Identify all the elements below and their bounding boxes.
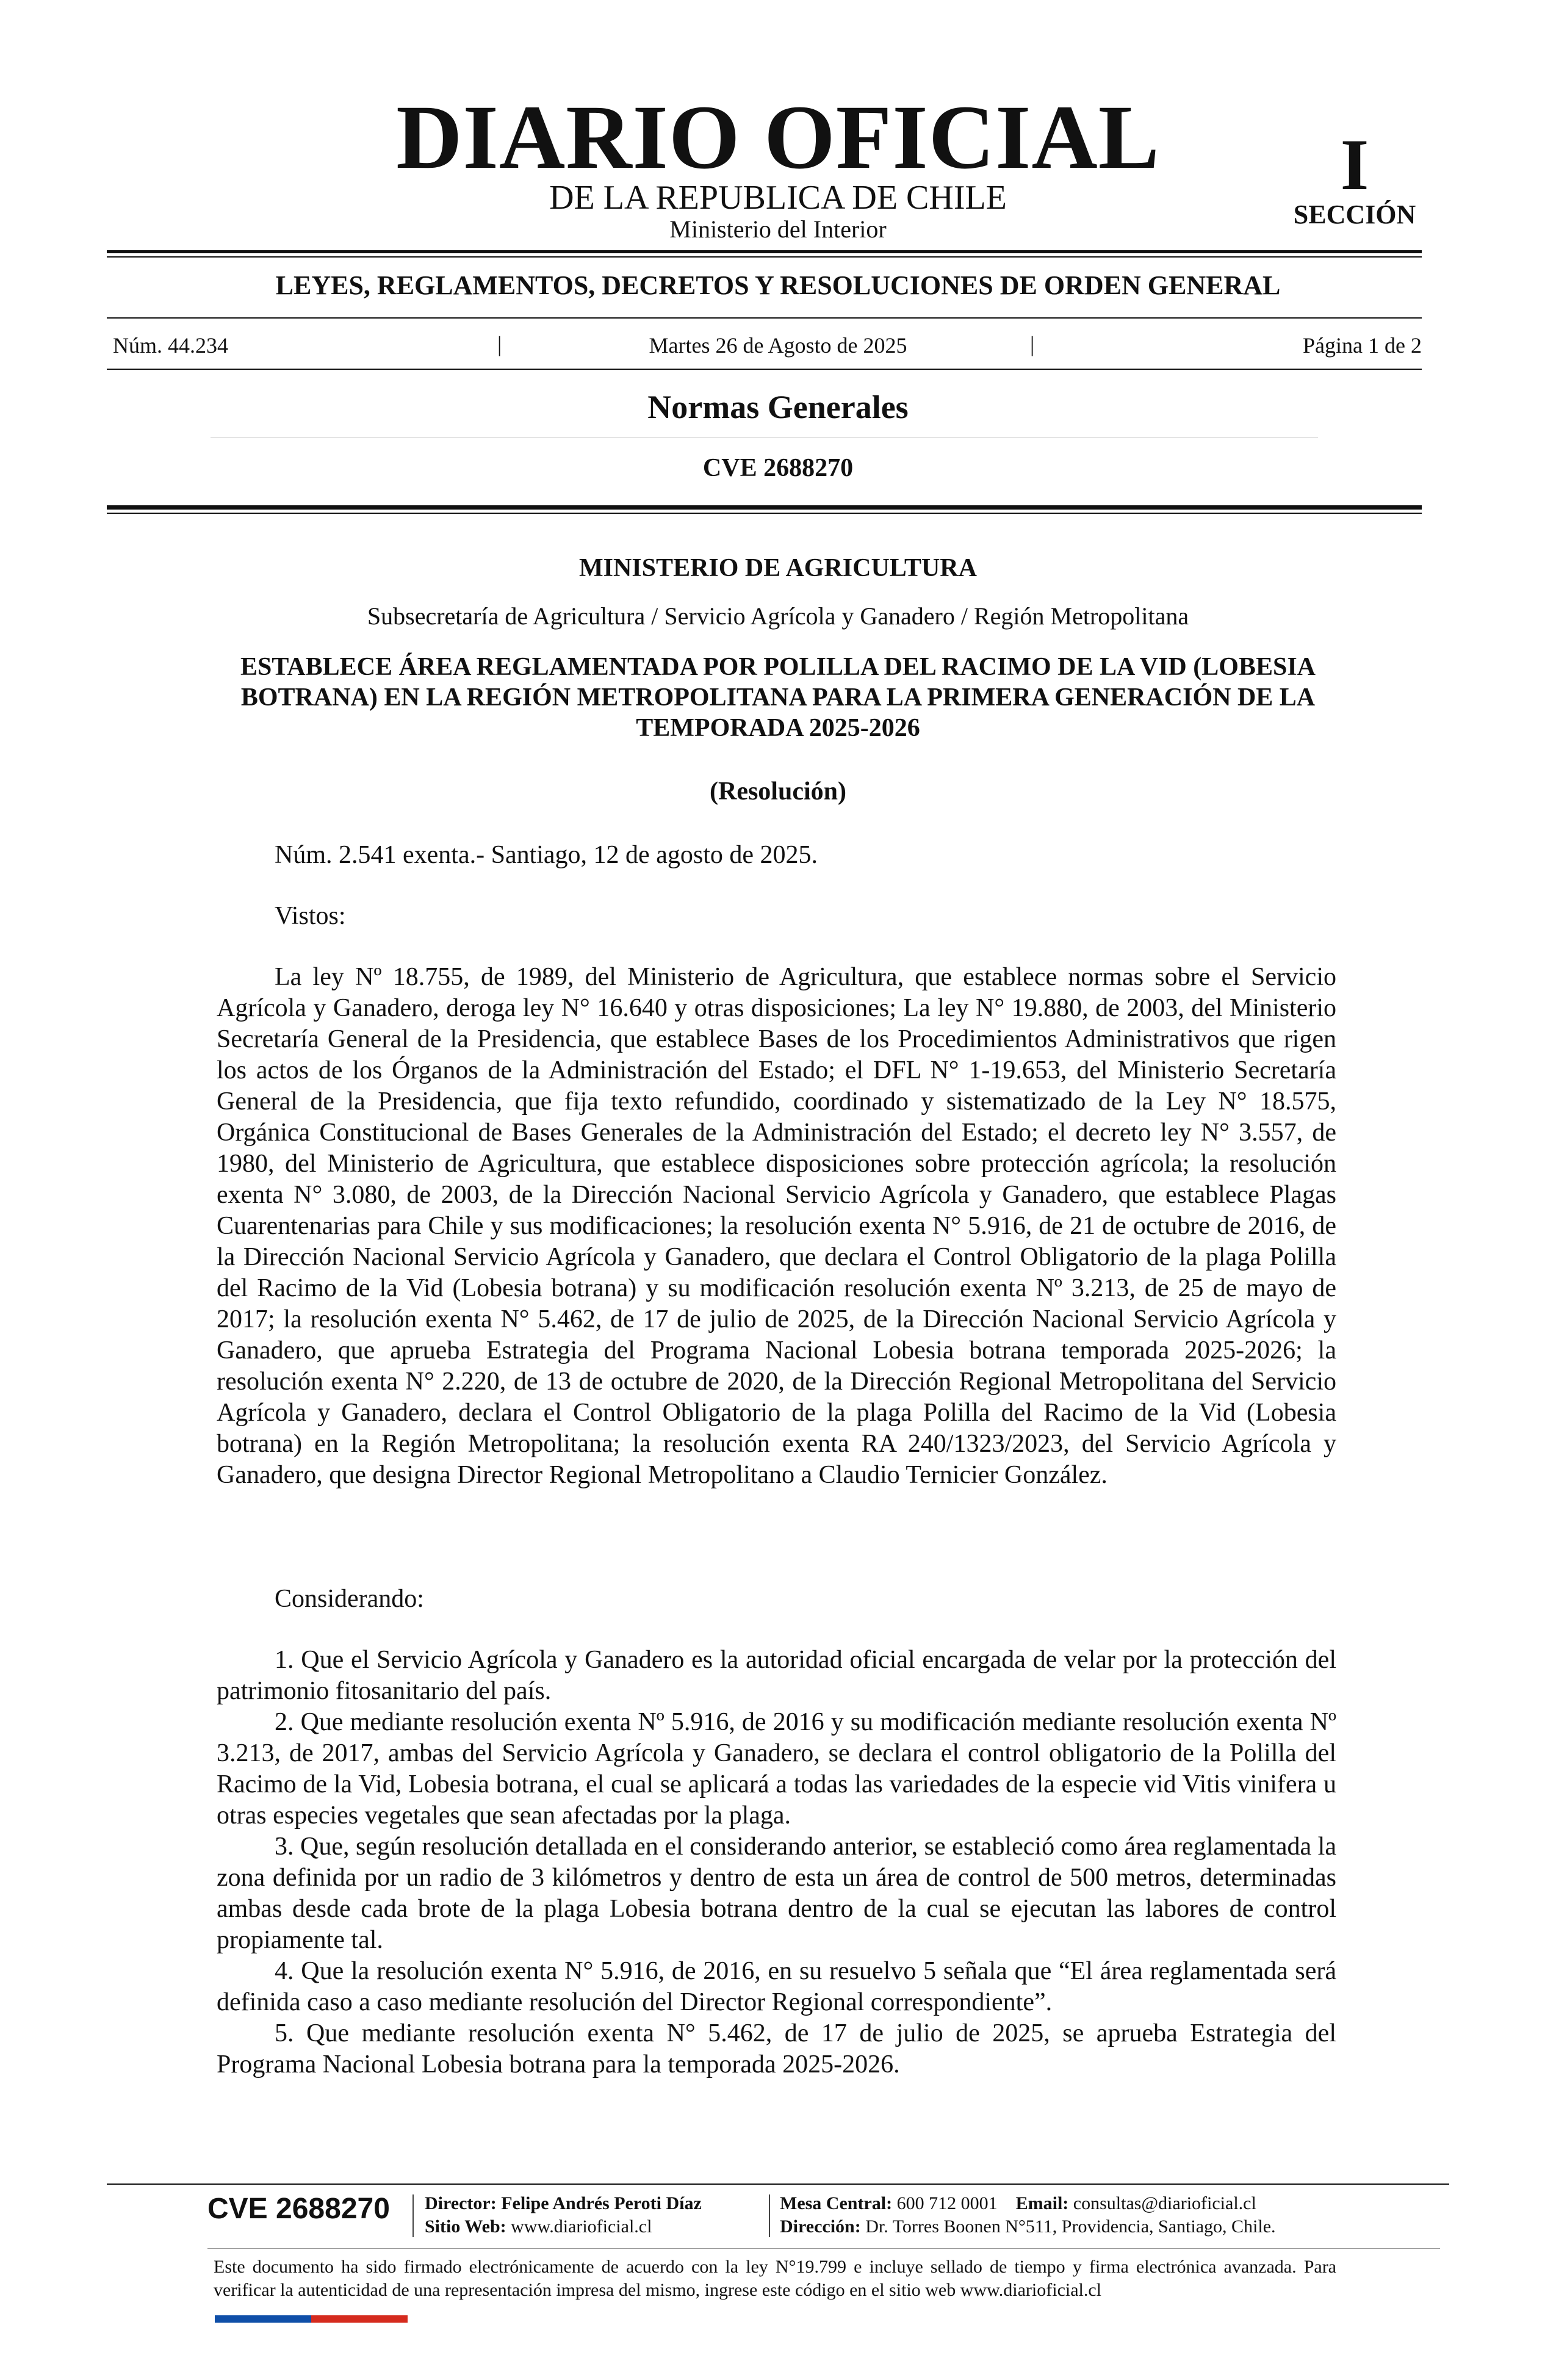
footer-column-divider <box>769 2194 770 2237</box>
considerando-item: 2. Que mediante resolución exenta Nº 5.916, de 2016 y su modificación mediante resolución exenta Nº 3.213, de 2017, ambas del Servicio Agrícola y Ganadero, se declara el control obligatorio de la Polilla del Racimo de la Vid, Lobesia botrana, el cual se aplicará a todas las variedades de la especie vid Vitis vinifera u otras especies vegetales que sean afectadas por la plaga. <box>217 1708 1336 1830</box>
phone-number: 600 712 0001 <box>896 2193 998 2213</box>
masthead-divider <box>107 250 1422 253</box>
considerando-list <box>217 1645 1336 2080</box>
issue-separator: | <box>497 332 502 356</box>
director-name: Felipe Andrés Peroti Díaz <box>501 2193 702 2213</box>
flag-blue-stripe <box>215 2315 311 2323</box>
issue-divider <box>107 369 1422 370</box>
footer-divider-thin <box>207 2248 1440 2249</box>
masthead-divider-thin <box>107 256 1422 258</box>
footer-cve-code: CVE 2688270 <box>207 2193 390 2225</box>
web-link[interactable]: www.diarioficial.cl <box>511 2216 652 2237</box>
cve-code: CVE 2688270 <box>702 454 854 482</box>
footer-contact-block <box>780 2192 1276 2238</box>
heading-divider-thin <box>107 513 1422 514</box>
section-numeral: I <box>1340 124 1369 205</box>
email-label: Email: <box>1015 2193 1069 2213</box>
director-label: Director: <box>425 2193 497 2213</box>
address-text: Dr. Torres Boonen N°511, Providencia, Santiago, Chile. <box>865 2216 1276 2237</box>
issue-separator: | <box>1030 332 1035 356</box>
ministry-name: MINISTERIO DE AGRICULTURA <box>579 554 977 582</box>
phone-label: Mesa Central: <box>780 2193 893 2213</box>
heading-divider <box>107 505 1422 510</box>
considerando-label: Considerando: <box>275 1585 424 1613</box>
vistos-label: Vistos: <box>275 902 346 930</box>
masthead-title: DIARIO OFICIAL <box>396 87 1160 188</box>
email-link[interactable]: consultas@diarioficial.cl <box>1073 2193 1256 2213</box>
category-line: LEYES, REGLAMENTOS, DECRETOS Y RESOLUCIONES DE ORDEN GENERAL <box>275 270 1281 300</box>
resolution-number: Núm. 2.541 exenta.- Santiago, 12 de agosto de 2025. <box>275 841 818 869</box>
address-label: Dirección: <box>780 2216 861 2237</box>
section-heading: Normas Generales <box>647 389 909 425</box>
subsecretaria: Subsecretaría de Agricultura / Servicio Agrícola y Ganadero / Región Metropolitana <box>367 602 1189 630</box>
footer-column-divider <box>412 2194 414 2237</box>
considerando-item: 5. Que mediante resolución exenta N° 5.462, de 17 de julio de 2025, se aprueba Estrategia del Programa Nacional Lobesia botrana para la temporada 2025-2026. <box>217 2019 1336 2079</box>
vistos-paragraph: La ley Nº 18.755, de 1989, del Ministerio de Agricultura, que establece normas sobre el Servicio Agrícola y Ganadero, deroga ley N° 16.640 y otras disposiciones; La ley N° 19.880, de 2003, del Ministerio Secretaría General de la Presidencia, que establece Bases de los Procedimientos Administrativos que rigen los actos de los Órganos de la Administración del Estado; el DFL N° 1-19.653, del Ministerio Secretaría General de la Presidencia, que fija texto refundido, coordinado y sistematizado de la Ley N° 18.575, Orgánica Constitucional de Bases Generales de la Administración del Estado; el decreto ley N° 3.557, de 1980, del Ministerio de Agricultura, que establece disposiciones sobre protección agrícola; la resolución exenta N° 3.080, de 2003, de la Dirección Nacional Servicio Agrícola y Ganadero, que establece Plagas Cuarentenarias para Chile y sus modificaciones; la resolución exenta N° 5.916, de 21 de octubre de 2016, de la Dirección Nacional Servicio Agrícola y Ganadero, que declara el Control Obligatorio de la plaga Polilla del Racimo de la Vid (Lobesia botrana) y su modificación resolución exenta Nº 3.213, de 25 de mayo de 2017; la resolución exenta N° 5.462, de 17 de julio de 2025, de la Dirección Nacional Servicio Agrícola y Ganadero, que aprueba Estrategia del Programa Nacional Lobesia botrana temporada 2025-2026; la resolución exenta N° 2.220, de 13 de octubre de 2020, de la Dirección Regional Metropolitana del Servicio Agrícola y Ganadero, declara el Control Obligatorio de la plaga Polilla del Racimo de la Vid (Lobesia botrana) en la Región Metropolitana; la resolución exenta RA 240/1323/2023, del Servicio Agrícola y Ganadero, que designa Director Regional Metropolitano a Claudio Ternicier González. <box>217 963 1336 1489</box>
considerando-item: 1. Que el Servicio Agrícola y Ganadero es la autoridad oficial encargada de velar por la protección del patrimonio fitosanitario del país. <box>217 1646 1336 1705</box>
footer-director-block <box>425 2192 702 2238</box>
considerando-item: 4. Que la resolución exenta N° 5.916, de 2016, en su resuelvo 5 señala que “El área reglamentada será definida caso a caso mediante resolución del Director Regional correspondiente”. <box>217 1957 1336 2016</box>
issue-page: Página 1 de 2 <box>1303 333 1422 358</box>
category-divider <box>107 317 1422 319</box>
web-label: Sitio Web: <box>425 2216 506 2237</box>
resolution-type: (Resolución) <box>710 777 846 806</box>
flag-red-stripe <box>311 2315 408 2323</box>
resolution-title: ESTABLECE ÁREA REGLAMENTADA POR POLILLA DEL RACIMO DE LA VID (LOBESIA BOTRANA) EN LA REGIÓN METROPOLITANA PARA LA PRIMERA GENERACIÓN DE LA TEMPORADA 2025-2026 <box>240 653 1316 742</box>
section-label: SECCIÓN <box>1293 200 1416 229</box>
flag-color-bar <box>215 2315 408 2323</box>
footer-disclaimer: Este documento ha sido firmado electrónicamente de acuerdo con la ley N°19.799 e incluye sellado de tiempo y firma electrónica avanzada. Para verificar la autenticidad de una representación impresa del mismo, ingrese este código en el sitio web www.diarioficial.cl <box>214 2257 1336 2300</box>
footer-divider <box>107 2183 1449 2185</box>
issue-date: Martes 26 de Agosto de 2025 <box>649 333 907 358</box>
masthead-ministry: Ministerio del Interior <box>669 215 887 243</box>
issue-number: Núm. 44.234 <box>113 333 228 358</box>
considerando-item: 3. Que, según resolución detallada en el considerando anterior, se estableció como área reglamentada la zona definida por un radio de 3 kilómetros y dentro de esta un área de control de 500 metros, determinadas ambas desde cada brote de la plaga Lobesia botrana dentro de la cual se ejecutan las labores de control propiamente tal. <box>217 1833 1336 1954</box>
masthead-subtitle: DE LA REPUBLICA DE CHILE <box>549 179 1007 217</box>
